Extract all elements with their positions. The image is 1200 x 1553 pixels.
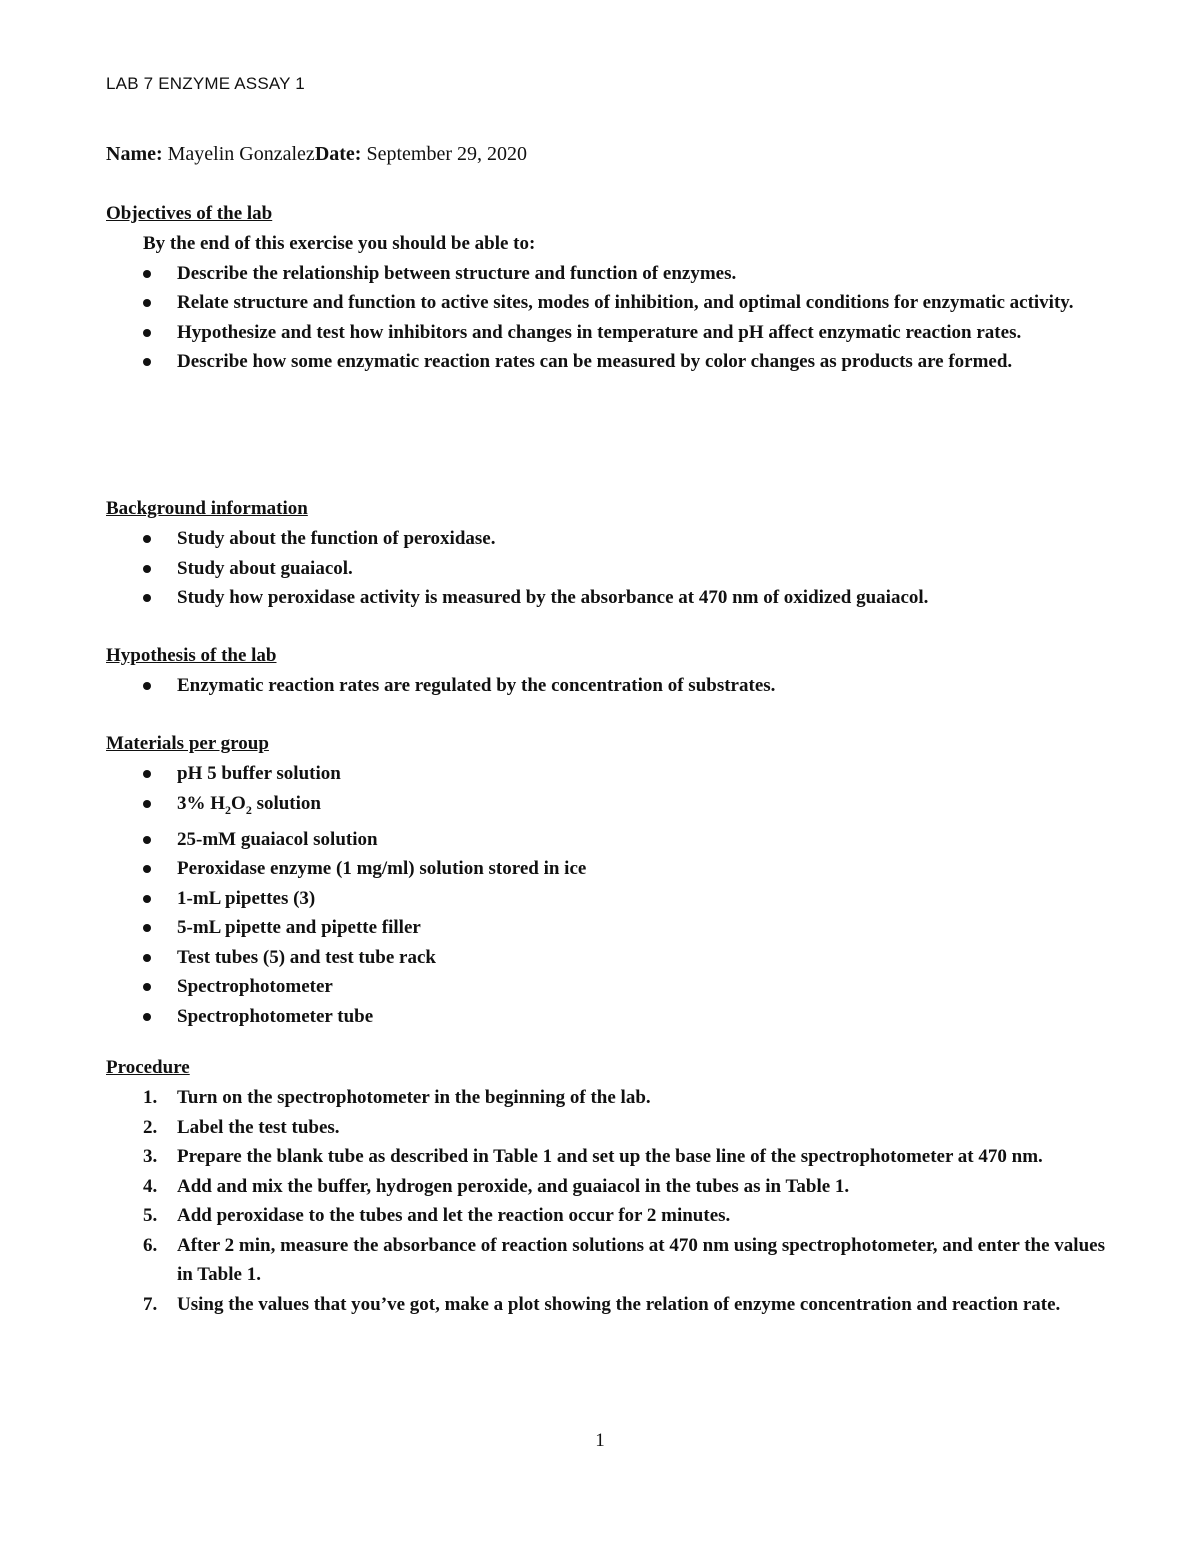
materials-section [106,729,1106,1031]
list-item-text: pH 5 buffer solution [177,763,341,784]
list-item [106,318,1106,348]
step-text: Label the test tubes. [177,1116,340,1138]
list-item [106,759,1106,789]
list-item [106,347,1106,377]
background-title: Background information [106,498,308,519]
list-item [106,554,1106,584]
procedure-list [106,1083,1106,1319]
step-number: 1. [143,1087,158,1108]
list-item [106,854,1106,884]
list-item [106,943,1106,973]
step-text: Using the values that you’ve got, make a plot showing the relation of enzyme concentration and reaction rate. [177,1293,1061,1315]
date-value: September 29, 2020 [366,143,527,165]
step-number: 7. [143,1293,158,1315]
list-item [106,1231,1106,1290]
bullet-icon [143,954,151,962]
objectives-intro: By the end of this exercise you should be able to: [143,233,536,254]
step-text: After 2 min, measure the absorbance of reaction solutions at 470 nm using spectrophotometer, and enter the values in Table 1. [177,1234,1105,1285]
list-item-text: 5-mL pipette and pipette filler [177,917,421,939]
list-item-text: Describe how some enzymatic reaction rates can be measured by color changes as products are formed. [177,351,1013,372]
list-item [106,1113,1106,1143]
list-item [106,583,1106,613]
step-number: 2. [143,1116,158,1138]
bullet-icon [143,682,151,690]
bullet-icon [143,836,151,844]
background-list [106,524,1106,613]
step-text: Turn on the spectrophotometer in the beginning of the lab. [177,1087,651,1108]
list-item-text: Describe the relationship between structure and function of enzymes. [177,262,737,284]
step-text: Add peroxidase to the tubes and let the reaction occur for 2 minutes. [177,1205,731,1226]
list-item [106,884,1106,914]
step-number: 6. [143,1234,158,1256]
bullet-icon [143,800,151,808]
bullet-icon [143,358,151,366]
list-item [106,789,1106,825]
list-item [106,1142,1106,1172]
list-item [106,1172,1106,1202]
list-item-text: Enzymatic reaction rates are regulated by the concentration of substrates. [177,675,776,696]
list-item-text: 25-mM guaiacol solution [177,828,378,850]
bullet-icon [143,1013,151,1021]
list-item [106,972,1106,1002]
bullet-icon [143,770,151,778]
student-info-line [106,143,527,166]
list-item-text: Test tubes (5) and test tube rack [177,946,436,968]
date-label: Date: [314,143,362,165]
bullet-icon [143,924,151,932]
list-item [106,671,1106,701]
step-text: Add and mix the buffer, hydrogen peroxide, and guaiacol in the tubes as in Table 1. [177,1175,850,1197]
objectives-list [106,259,1106,377]
list-item-text: Hypothesize and test how inhibitors and changes in temperature and pH affect enzymatic reaction rates. [177,321,1022,343]
step-number: 5. [143,1205,158,1226]
list-item-text: Spectrophotometer [177,976,333,998]
objectives-section [106,199,1106,377]
bullet-icon [143,594,151,602]
list-item-text: Peroxidase enzyme (1 mg/ml) solution stored in ice [177,858,587,880]
bullet-icon [143,865,151,873]
list-item-text: Spectrophotometer tube [177,1005,374,1027]
list-item-text: Study about guaiacol. [177,557,353,579]
bullet-icon [143,565,151,573]
list-item [106,1201,1106,1231]
hypothesis-title: Hypothesis of the lab [106,645,277,666]
list-item [106,524,1106,554]
document-header: LAB 7 ENZYME ASSAY 1 [106,74,305,93]
step-number: 4. [143,1175,158,1197]
list-item [106,259,1106,289]
materials-list [106,759,1106,1031]
list-item [106,1083,1106,1113]
list-item [106,288,1106,318]
bullet-icon [143,983,151,991]
bullet-icon [143,329,151,337]
list-item-text: 3% $H_2O_2$ solution [177,792,321,817]
step-number: 3. [143,1146,158,1167]
bullet-icon [143,535,151,543]
procedure-title: Procedure [106,1057,190,1078]
list-item [106,1002,1106,1032]
list-item-text: Study how peroxidase activity is measured by the absorbance at 470 nm of oxidized guaiacol. [177,587,929,608]
list-item-text: Relate structure and function to active sites, modes of inhibition, and optimal conditions for enzymatic activity. [177,292,1074,313]
step-text: Prepare the blank tube as described in Table 1 and set up the base line of the spectrophotometer at 470 nm. [177,1146,1043,1167]
materials-title: Materials per group [106,733,269,754]
list-item-text: 1-mL pipettes (3) [177,887,316,909]
bullet-icon [143,895,151,903]
objectives-title: Objectives of the lab [106,203,273,224]
list-item [106,913,1106,943]
procedure-section [106,1053,1106,1319]
list-item-text: Study about the function of peroxidase. [177,528,496,549]
bullet-icon [143,270,151,278]
background-section [106,494,1106,613]
hypothesis-section [106,641,1106,701]
page-number: 1 [595,1430,605,1451]
list-item [106,1290,1106,1320]
bullet-icon [143,299,151,307]
list-item [106,825,1106,855]
hypothesis-list [106,671,1106,701]
name-label: Name: [106,143,163,165]
name-value: Mayelin Gonzalez [167,143,315,165]
